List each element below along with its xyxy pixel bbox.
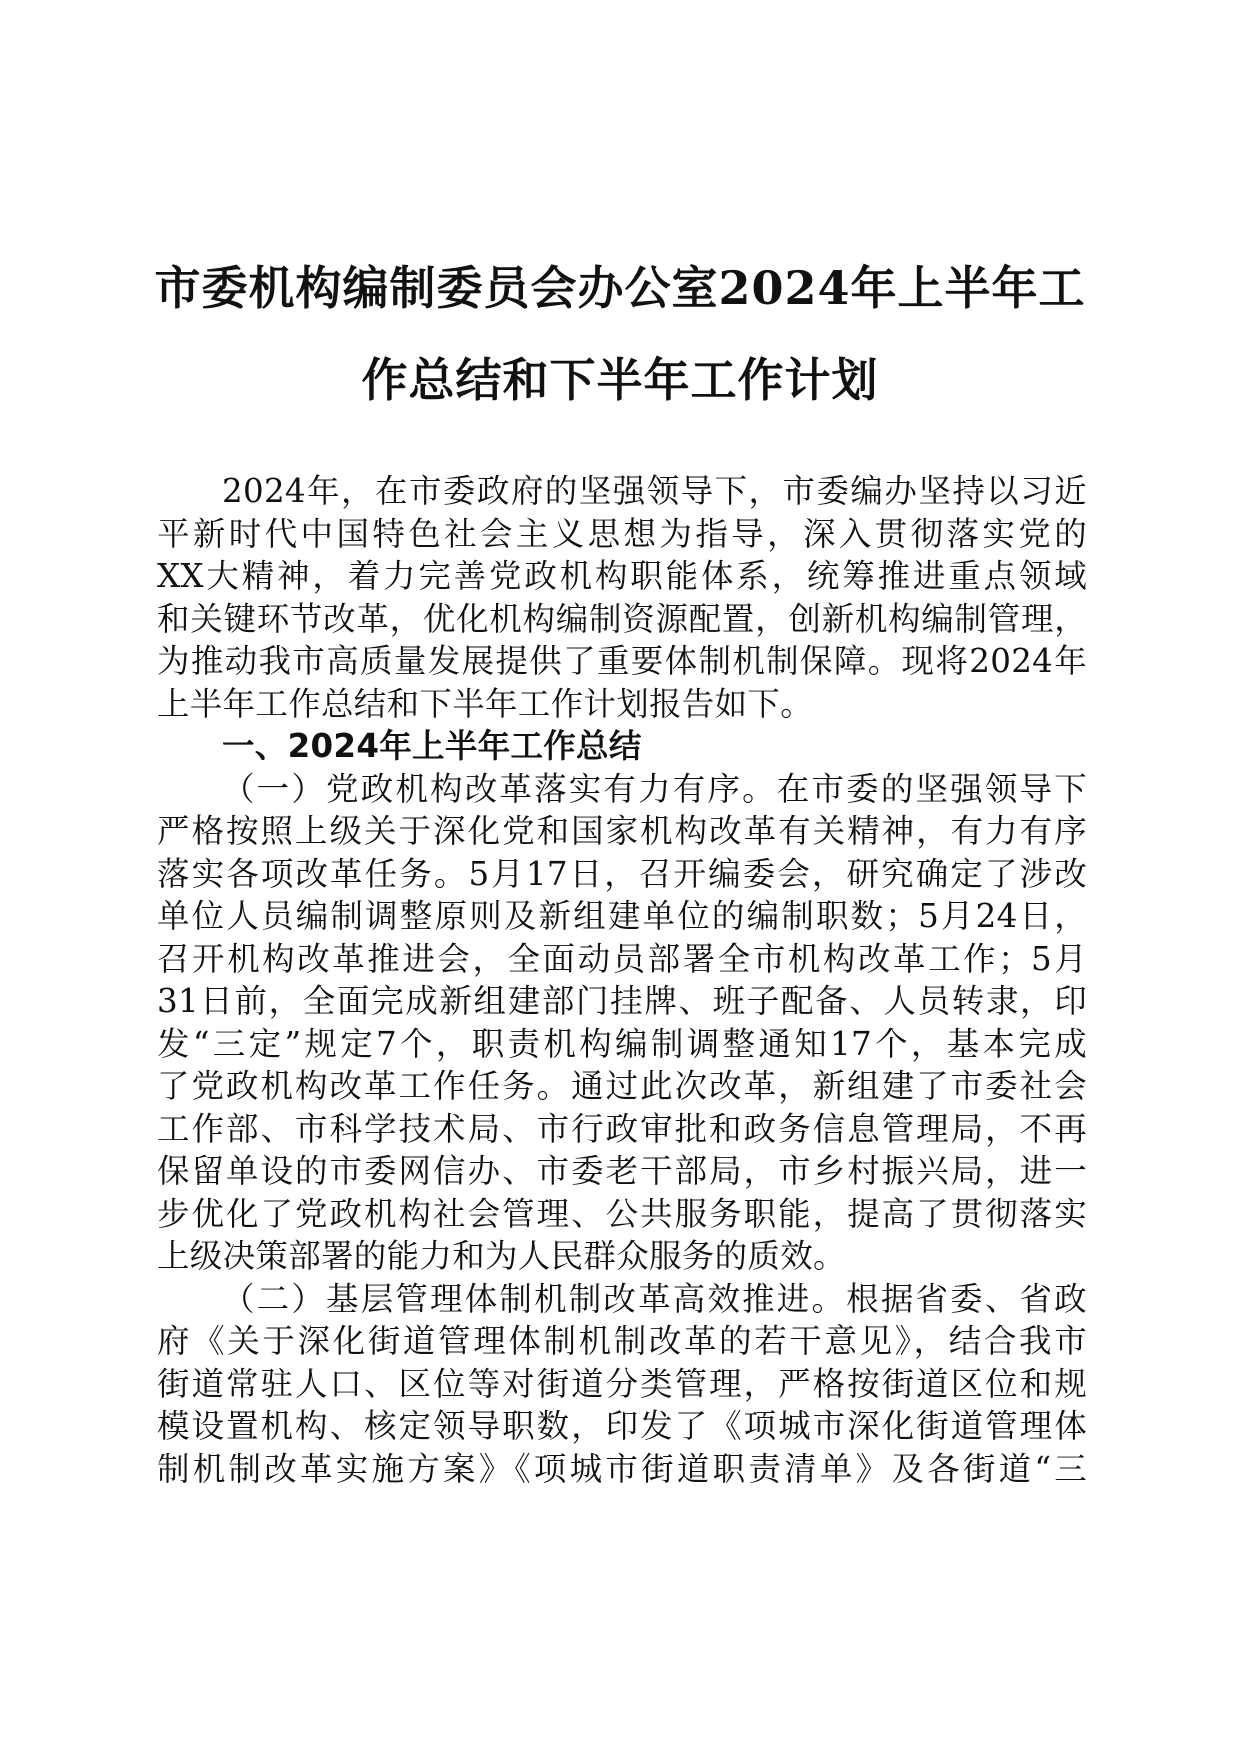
body-line: 上级决策部署的能力和为人民群众服务的质效。 — [157, 1237, 846, 1275]
section-heading: 一、2024年上半年工作总结 — [222, 727, 642, 765]
body-line: 2024年，在市委政府的坚强领导下，市委编办坚持以习近 — [222, 472, 1087, 510]
body-line: 单位人员编制调整原则及新组建单位的编制职数；5月24日， — [157, 897, 1087, 935]
document-title-line-1: 市委机构编制委员会办公室2024年上半年工 — [154, 261, 1086, 315]
body-line: 和关键环节改革，优化机构编制资源配置，创新机构编制管理， — [157, 599, 1087, 638]
body-line: 了党政机构改革工作任务。通过此次改革，新组建了市委社会 — [157, 1067, 1087, 1105]
body-line: （二）基层管理体制机制改革高效推进。根据省委、省政 — [222, 1279, 1087, 1318]
document-title-line-2: 作总结和下半年工作计划 — [361, 353, 879, 407]
body-line: 府《关于深化街道管理体制机制改革的若干意见》，结合我市 — [157, 1322, 1087, 1360]
body-line: 严格按照上级关于深化党和国家机构改革有关精神，有力有序 — [157, 812, 1087, 850]
body-line: 工作部、市科学技术局、市行政审批和政务信息管理局，不再 — [157, 1109, 1087, 1148]
body-line: 步优化了党政机构社会管理、公共服务职能，提高了贯彻落实 — [157, 1194, 1087, 1233]
document-body — [157, 470, 1087, 1490]
body-line: 为推动我市高质量发展提供了重要体制机制保障。现将2024年 — [157, 642, 1087, 680]
body-line: XX大精神，着力完善党政机构职能体系，统筹推进重点领域 — [157, 557, 1087, 595]
body-line: 31日前，全面完成新组建部门挂牌、班子配备、人员转隶，印 — [157, 982, 1087, 1020]
body-line: 制机制改革实施方案》《项城市街道职责清单》及各街道“三 — [157, 1449, 1087, 1488]
body-line: 落实各项改革任务。5月17日，召开编委会，研究确定了涉改 — [157, 854, 1087, 893]
body-line: （一）党政机构改革落实有力有序。在市委的坚强领导下 — [222, 769, 1087, 808]
body-line: 召开机构改革推进会，全面动员部署全市机构改革工作；5月 — [157, 939, 1087, 978]
body-line: 保留单设的市委网信办、市委老干部局，市乡村振兴局，进一 — [157, 1152, 1087, 1190]
body-line: 上半年工作总结和下半年工作计划报告如下。 — [157, 684, 814, 723]
body-line: 模设置机构、核定领导职数，印发了《项城市深化街道管理体 — [157, 1407, 1087, 1445]
body-line: 街道常驻人口、区位等对街道分类管理，严格按街道区位和规 — [157, 1364, 1087, 1403]
body-line: 发“三定”规定7个，职责机构编制调整通知17个，基本完成 — [157, 1024, 1087, 1063]
body-line: 平新时代中国特色社会主义思想为指导，深入贯彻落实党的 — [157, 514, 1087, 553]
